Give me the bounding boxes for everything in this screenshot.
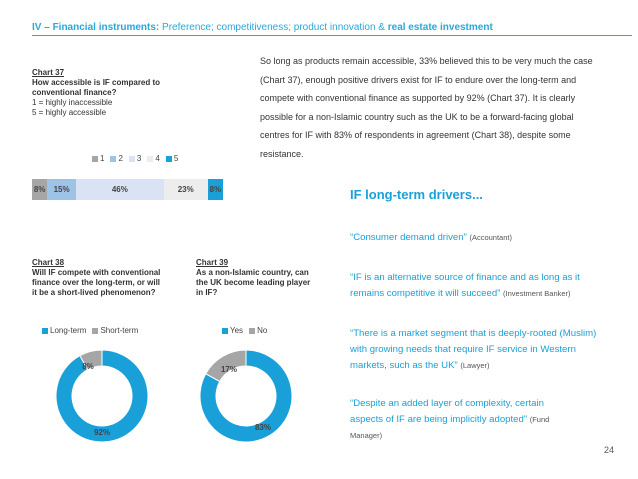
chart37-scale-high: 5 = highly accessible bbox=[32, 108, 107, 117]
quote-source: (Accountant) bbox=[469, 233, 512, 242]
donut-label: 17% bbox=[220, 365, 238, 374]
page-number: 24 bbox=[604, 445, 615, 455]
bar-segment-2: 15% bbox=[47, 179, 76, 200]
legend-label: 5 bbox=[173, 154, 179, 163]
chart39-question: As a non-Islamic country, can the UK become leading player in IF? bbox=[196, 268, 311, 297]
legend-label: 3 bbox=[136, 154, 142, 163]
legend-label: 2 bbox=[118, 154, 123, 163]
chart39-title: Chart 39 bbox=[196, 258, 229, 267]
quote-lawyer bbox=[350, 326, 615, 374]
header-prefix: IV – Financial instruments: bbox=[32, 22, 160, 33]
chart38-title: Chart 38 bbox=[32, 258, 65, 267]
quote-text: “There is a market segment that is deeply-rooted (Muslim) with growing needs that require IF service in Western markets, such as the UK” bbox=[350, 328, 597, 371]
bar-segment-4: 23% bbox=[164, 179, 208, 200]
legend-label: Long-term bbox=[50, 326, 87, 335]
quote-investment-banker bbox=[350, 270, 615, 302]
drivers-title: IF long-term drivers... bbox=[350, 187, 483, 202]
legend-label: Short-term bbox=[100, 326, 139, 335]
header-middle: Preference; competitiveness; product innovation & bbox=[162, 22, 385, 33]
quote-source: (Investment Banker) bbox=[503, 289, 571, 298]
bar-segment-1: 8% bbox=[32, 179, 47, 200]
legend-label: No bbox=[257, 326, 268, 335]
donut-label: 83% bbox=[254, 423, 272, 432]
chart37-title: Chart 37 bbox=[32, 68, 65, 77]
donut-label: 92% bbox=[93, 428, 111, 437]
quote-text: “IF is an alternative source of finance and as long as it remains competitive it will succeed” bbox=[350, 272, 580, 299]
bar-segment-3: 46% bbox=[76, 179, 164, 200]
body-paragraph: So long as products remain accessible, 33% believed this to be very much the case (Chart 37), enough positive drivers exist for IF to endure over the long-term and compete with conventional finance as supported by 92% (Chart 37). It is clearly possible for a non-Islamic country such as the UK to be a forward-facing global centres for IF with 83% of respondents in agreement (Chart 38), despite some resistance. bbox=[260, 56, 593, 159]
quote-accountant bbox=[350, 230, 615, 246]
legend-label: Yes bbox=[230, 326, 244, 335]
legend-label: 4 bbox=[155, 154, 160, 163]
legend-label: 1 bbox=[100, 154, 105, 163]
header-suffix: real estate investment bbox=[387, 22, 493, 33]
bar-segment-5: 8% bbox=[208, 179, 223, 200]
quote-source: (Lawyer) bbox=[460, 361, 490, 370]
chart37-scale-low: 1 = highly inaccessible bbox=[32, 98, 113, 107]
quote-text: “Consumer demand driven” bbox=[350, 232, 467, 243]
chart38-question: Will IF compete with conventional finance over the long-term, or will it be a short-lived phenomenon? bbox=[32, 268, 161, 297]
donut-label: 8% bbox=[82, 362, 94, 371]
quote-fund-manager bbox=[350, 396, 550, 444]
quote-text: “Despite an added layer of complexity, certain aspects of IF are being implicitly adopted” bbox=[350, 398, 544, 425]
chart37-question: How accessible is IF compared to conventional finance? bbox=[32, 78, 161, 97]
quote-source: (Fund Manager) bbox=[350, 415, 550, 440]
